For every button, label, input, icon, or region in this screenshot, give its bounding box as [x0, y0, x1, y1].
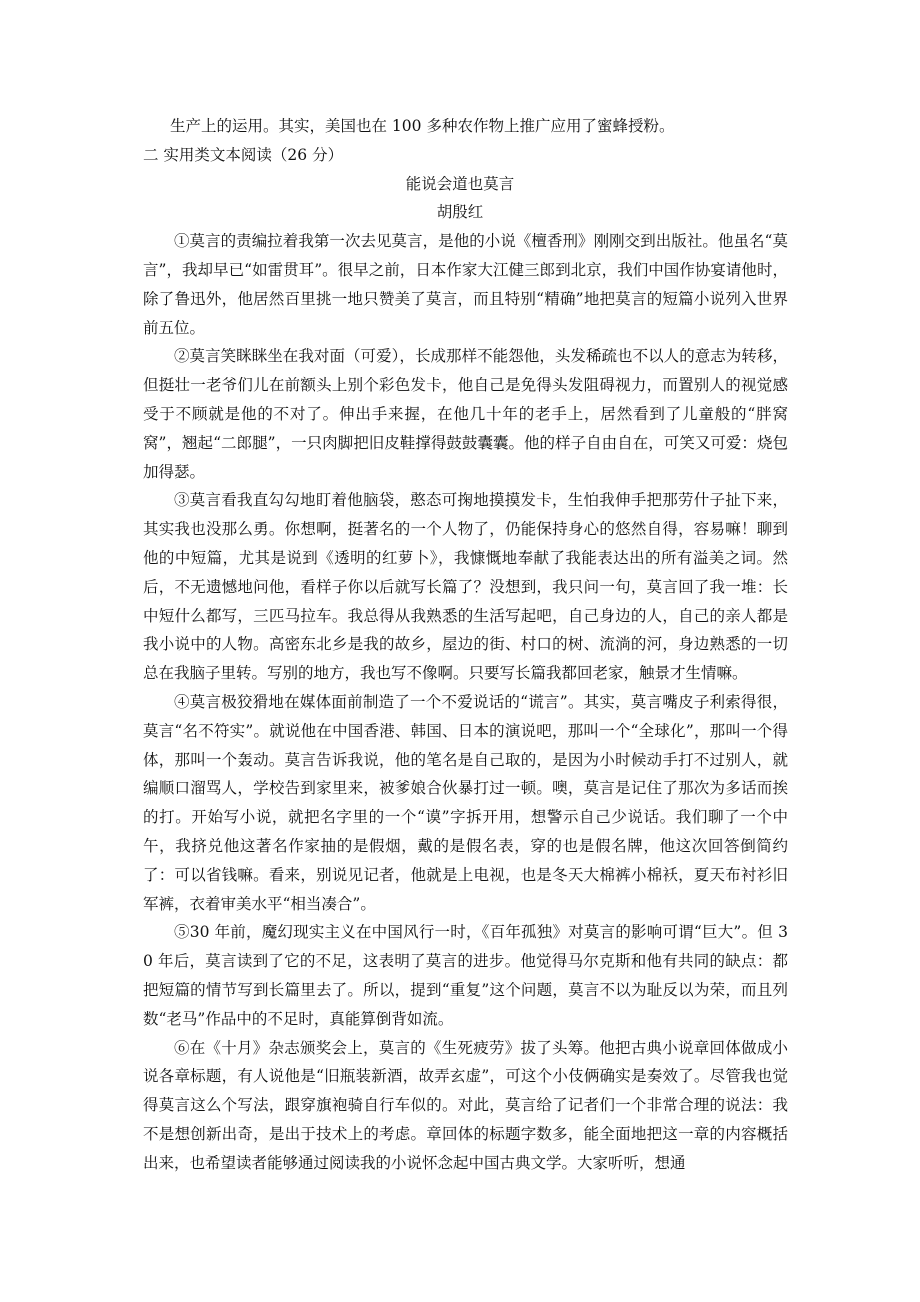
- paragraph-2: ②莫言笑眯眯坐在我对面（可爱），长成那样不能怨他，头发稀疏也不以人的意志为转移，但挺壮一老爷们儿在前额头上别个彩色发卡，他自己是免得头发阻碍视力，而置别人的视觉感受于不顾就是他的不对了。伸出手来握，在他几十年的老手上，居然看到了儿童般的“胖窝窝”，翘起“二郎腿”，一只肉脚把旧皮鞋撑得鼓鼓囊囊。他的样子自由自在，可笑又可爱：烧包加得瑟。: [143, 347, 788, 481]
- paragraph-3: ③莫言看我直勾勾地盯着他脑袋，憨态可掬地摸摸发卡，生怕我伸手把那劳什子扯下来，其实我也没那么勇。你想啊，挺著名的一个人物了，仍能保持身心的悠然自得，容易嘛！聊到他的中短篇，尤其是说到《透明的红萝卜》，我慷慨地奉献了我能表达出的所有溢美之词。然后，不无遗憾地问他，看样子你以后就写长篇了？没想到，我只问一句，莫言回了我一堆：长中短什么都写，三匹马拉车。我总得从我熟悉的生活写起吧，自己身边的人，自己的亲人都是我小说中的人物。高密东北乡是我的故乡，屋边的街、村口的树、流淌的河，身边熟悉的一切总在我脑子里转。写别的地方，我也写不像啊。只要写长篇我都回老家，触景才生情嘛。: [143, 491, 788, 683]
- article-title: 能说会道也莫言: [405, 174, 515, 193]
- document-body: [0, 112, 920, 1177]
- paragraph-6: ⑥在《十月》杂志颁奖会上，莫言的《生死疲劳》拔了头筹。他把古典小说章回体做成小说各章标题，有人说他是“旧瓶装新酒，故弄玄虚”，可这个小伎俩确实是奏效了。尽管我也觉得莫言这么个写法，跟穿旗袍骑自行车似的。对此，莫言给了记者们一个非常合理的说法：我不是想创新出奇，是出于技术上的考虑。章回体的标题字数多，能全面地把这一章的内容概括出来，也希望读者能够通过阅读我的小说怀念起中国古典文学。大家听听，想通: [143, 1038, 788, 1172]
- paragraph-4: ④莫言极狡猾地在媒体面前制造了一个不爱说话的“谎言”。其实，莫言嘴皮子利索得很，莫言“名不符实”。就说他在中国香港、韩国、日本的演说吧，那叫一个“全球化”，那叫一个得体，那叫一个轰动。莫言告诉我说，他的笔名是自己取的，是因为小时候动手打不过别人，就编顺口溜骂人，学校告到家里来，被爹娘合伙暴打过一顿。噢，莫言是记住了那次为多话而挨的打。开始写小说，就把名字里的一个“谟”字拆开用，想警示自己少说话。我们聊了一个中午，我挤兑他这著名作家抽的是假烟，戴的是假名表，穿的也是假名牌，他这次回答倒简约了：可以省钱嘛。看来，别说见记者，他就是上电视，也是冬天大棉裤小棉袄，夏天布衬衫旧军裤，衣着审美水平“相当凑合”。: [143, 692, 788, 913]
- intro-line: 生产上的运用。其实，美国也在 100 多种农作物上推广应用了蜜蜂授粉。: [170, 117, 675, 135]
- article-author: 胡殷红: [436, 203, 484, 222]
- paragraph-1: ①莫言的责编拉着我第一次去见莫言，是他的小说《檀香刑》刚刚交到出版社。他虽名“莫言”，我却早已“如雷贯耳”。很早之前，日本作家大江健三郎到北京，我们中国作协宴请他时，除了鲁迅外，他居然百里挑一地只赞美了莫言，而且特别“精确”地把莫言的短篇小说列入世界前五位。: [143, 232, 788, 337]
- paragraph-5: ⑤30 年前，魔幻现实主义在中国风行一时，《百年孤独》对莫言的影响可谓“巨大”。但 30 年后，莫言读到了它的不足，这表明了莫言的进步。他觉得马尔克斯和他有共同的缺点：都把短篇的情节写到长篇里去了。所以，提到“重复”这个问题，莫言不以为耻反以为荣，而且列数“老马”作品中的不足时，真能算倒背如流。: [143, 923, 788, 1028]
- section-heading: 二 实用类文本阅读（26 分）: [143, 145, 344, 164]
